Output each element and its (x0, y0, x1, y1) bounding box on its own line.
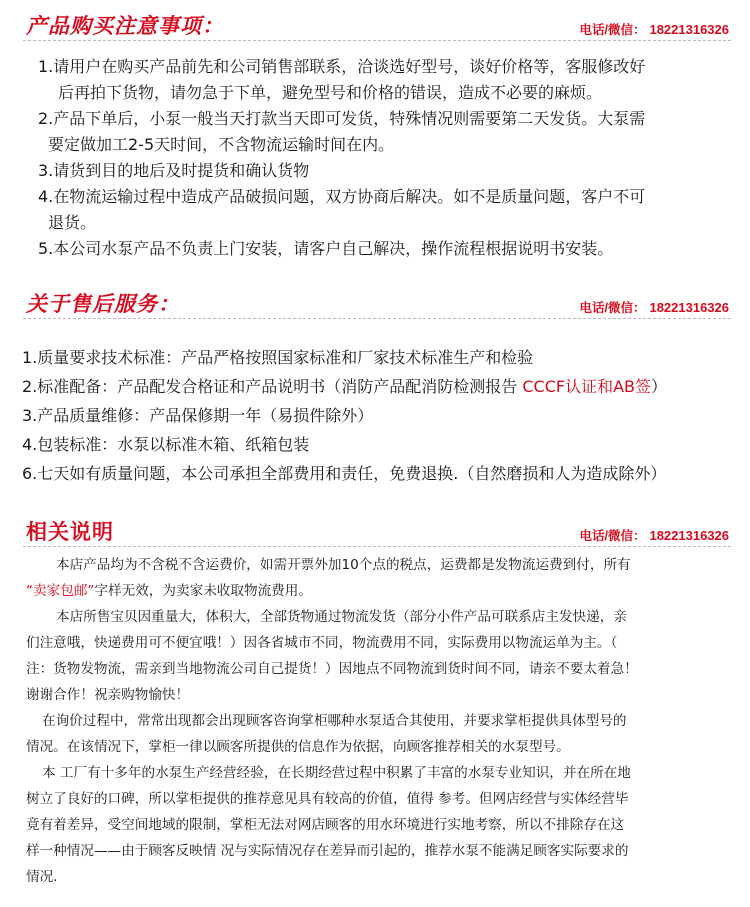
section-header-after-sales (0, 284, 750, 324)
list-item-tail: ） (651, 377, 668, 396)
list-item: 3.请货到目的地后及时提货和确认货物 (38, 161, 310, 180)
list-item-continuation: 退货。 (48, 213, 97, 232)
notes-line: 谢谢合作！祝亲购物愉快！ (26, 687, 190, 703)
list-item: 3.产品质量维修：产品保修期一年（易损件除外） (22, 406, 374, 425)
list-item (22, 372, 742, 401)
notes-line: 注：货物发物流，需亲到当地物流公司自己提货！）因地点不同物流到货时间不同，请亲不要太着急！ (26, 661, 638, 677)
list-item-text: 2.标准配备：产品配发合格证和产品说明书（消防产品配消防检测报告 (22, 377, 523, 396)
notes-line: 树立了良好的口碑，所以掌柜提供的推荐意见具有较高的价值，值得 参考。但网店经营与实体经营毕 (26, 791, 629, 807)
notes-paragraph: 本店产品均为不含税不含运费价，如需开票外加10个点的税点，运费都是发物流运费到付，所有 (56, 557, 631, 573)
dashed-divider (23, 318, 731, 319)
notes-paragraph: 本店所售宝贝因重量大，体积大，全部货物通过物流发货（部分小件产品可联系店主发快递，亲 (56, 609, 627, 625)
notes-line: 竟有着差异，受空间地域的限制，掌柜无法对网店顾客的用水环境进行实地考察，所以不排除存在这 (26, 817, 625, 833)
contact-label: 电话/微信： (579, 529, 646, 543)
purchase-notes-list (38, 54, 738, 262)
list-item: 4.包装标准：水泵以标准木箱、纸箱包装 (22, 435, 310, 454)
certification-highlight: CCCF认证和AB签 (522, 377, 652, 396)
notes-line: 们注意哦，快递费用可不便宜哦！）因各省城市不同，物流费用不同，实际费用以物流运单为主。（ (26, 635, 618, 651)
section-title-notes: 相关说明 (26, 520, 114, 544)
notes-paragraph (26, 578, 738, 604)
notes-paragraph: 本 工厂有十多年的水泵生产经营经验，在长期经营过程中积累了丰富的水泵专业知识，并在所在地 (42, 765, 631, 781)
contact-info (579, 526, 729, 544)
list-item: 4.在物流运输过程中造成产品破损问题，双方协商后解决。如不是质量问题，客户不可 (38, 187, 646, 206)
dashed-divider (23, 40, 731, 41)
section-header-notes (0, 512, 750, 552)
contact-label: 电话/微信： (579, 23, 646, 37)
notes-line: 情况。在该情况下，掌柜一律以顾客所提供的信息作为依据，向顾客推荐相关的水泵型号。 (26, 739, 570, 755)
list-item: 6.七天如有质量问题，本公司承担全部费用和责任，免费退换.（自然磨损和人为造成除外） (22, 464, 667, 483)
list-item: 5.本公司水泵产品不负责上门安装，请客户自己解决，操作流程根据说明书安装。 (38, 239, 614, 258)
notes-line: 样一种情况——由于顾客反映情 况与实际情况存在差异而引起的，推荐水泵不能满足顾客实际要求的 (26, 843, 629, 859)
notes-text: 字样无效，为卖家未收取物流费用。 (94, 583, 312, 599)
list-item: 2.产品下单后，小泵一般当天打款当天即可发货，特殊情况则需要第二天发货。大泵需 (38, 109, 646, 128)
notes-line: 情况. (26, 869, 58, 885)
section-header-purchase (0, 6, 750, 46)
notes-body (26, 552, 738, 890)
notes-paragraph: 在询价过程中，常常出现都会出现顾客咨询掌柜哪种水泵适合其使用，并要求掌柜提供具体型号的 (42, 713, 627, 729)
contact-info (579, 298, 729, 316)
contact-phone: 18221316326 (649, 22, 729, 37)
free-shipping-highlight: “卖家包邮” (26, 583, 95, 599)
list-item-continuation: 要定做加工2-5天时间，不含物流运输时间在内。 (48, 135, 395, 154)
dashed-divider (23, 546, 731, 547)
contact-info (579, 20, 729, 38)
contact-label: 电话/微信： (579, 301, 646, 315)
after-sales-list (22, 343, 742, 488)
list-item: 1.请用户在购买产品前先和公司销售部联系，洽谈选好型号，谈好价格等，客服修改好 (38, 57, 646, 76)
list-item-continuation: 后再拍下货物，请勿急于下单，避免型号和价格的错误，造成不必要的麻烦。 (58, 83, 603, 102)
section-title-purchase: 产品购买注意事项： (26, 14, 224, 38)
list-item: 1.质量要求技术标准：产品严格按照国家标准和厂家技术标准生产和检验 (22, 348, 534, 367)
contact-phone: 18221316326 (649, 300, 729, 315)
contact-phone: 18221316326 (649, 528, 729, 543)
section-title-after-sales: 关于售后服务： (26, 292, 180, 316)
